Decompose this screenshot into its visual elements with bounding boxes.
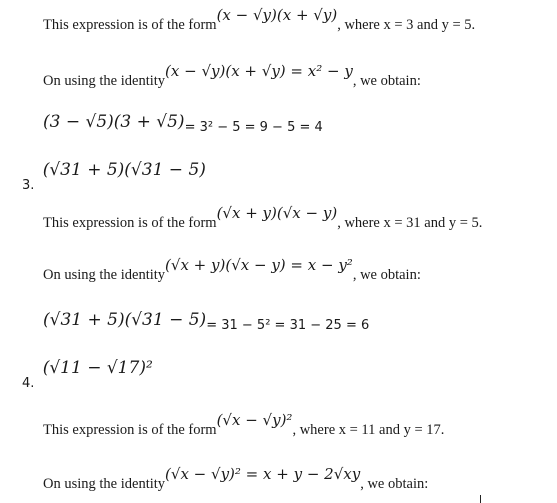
suffix-text: , we obtain: [352,73,421,89]
question-expression: (√31 + 5)(√31 − 5) [42,160,206,180]
solution-line [43,256,421,284]
math-expression: (x − √y)(x + √y) [216,6,338,24]
solution-line [43,62,421,90]
suffix-text: , where x = 3 and y = 5. [337,17,476,33]
suffix-text: , we obtain: [352,267,421,283]
math-expression: (√x + y)(√x − y) [216,204,338,222]
question-number: 3. [22,178,35,193]
page-edge-mark [480,495,481,503]
prefix-text: On using the identity [43,476,166,492]
suffix-text: , where x = 31 and y = 5. [337,215,483,231]
solution-line [43,6,476,34]
question-line [22,160,206,193]
calculation-line [43,310,370,333]
solution-line [43,411,445,439]
math-expression: (√x − √y)² [216,411,293,429]
math-expression: (3 − √5)(3 + √5) [43,112,185,132]
prefix-text: On using the identity [43,267,166,283]
math-expression: (√31 + 5)(√31 − 5) [43,310,207,330]
prefix-text: This expression is of the form [43,422,217,438]
calculation-line [43,112,323,135]
identity-expression: (√x + y)(√x − y) = x − y² [165,256,353,274]
solution-line [43,204,483,232]
prefix-text: This expression is of the form [43,17,217,33]
suffix-text: , we obtain: [360,476,429,492]
prefix-text: On using the identity [43,73,166,89]
question-line [22,358,153,391]
calculation-result: = 3² − 5 = 9 − 5 = 4 [184,120,323,135]
calculation-result: = 31 − 5² = 31 − 25 = 6 [206,318,370,333]
question-expression: (√11 − √17)² [42,358,153,378]
question-number: 4. [22,376,35,391]
identity-expression: (√x − √y)² = x + y − 2√xy [165,465,361,483]
identity-expression: (x − √y)(x + √y) = x² − y [165,62,353,80]
suffix-text: , where x = 11 and y = 17. [292,422,445,438]
solution-line [43,465,429,493]
prefix-text: This expression is of the form [43,215,217,231]
